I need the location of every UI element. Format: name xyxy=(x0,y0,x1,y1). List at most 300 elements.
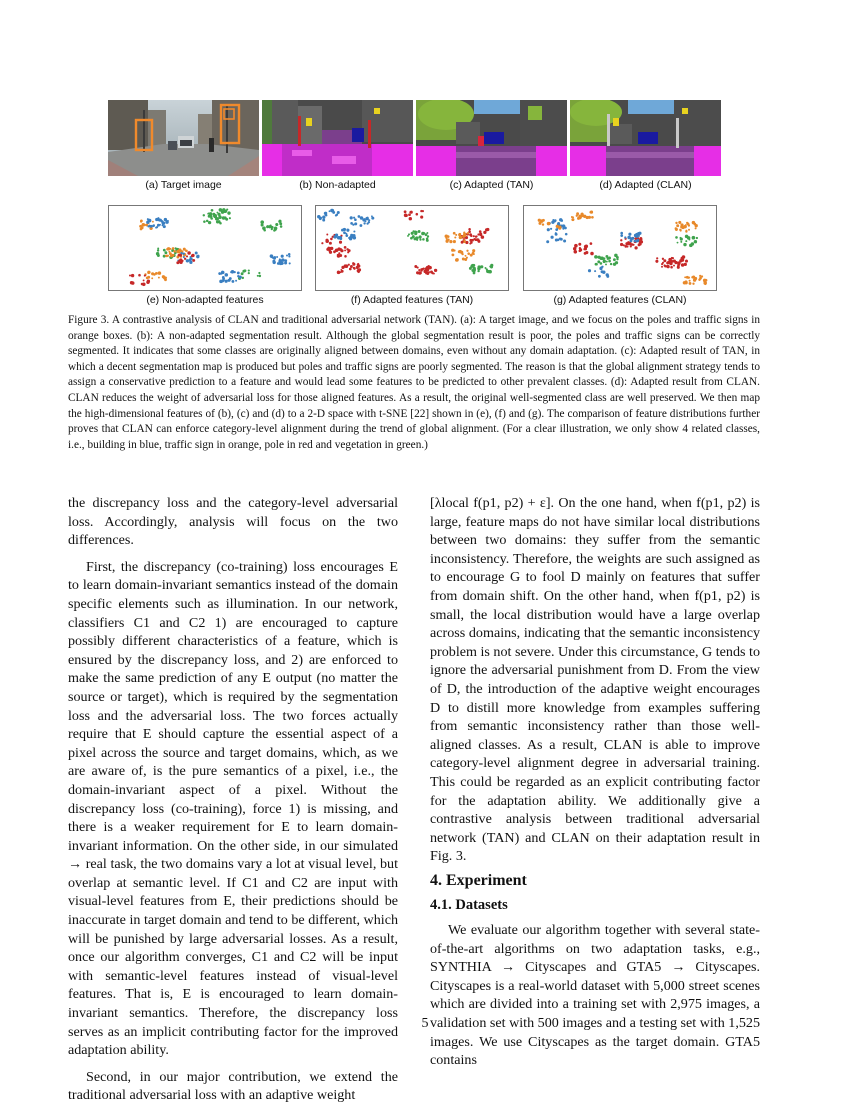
tsne-point xyxy=(672,257,674,259)
tsne-point xyxy=(581,213,584,216)
tsne-point xyxy=(271,255,274,258)
tsne-point xyxy=(367,217,369,219)
tsne-point xyxy=(333,250,336,253)
tsne-point xyxy=(632,244,634,246)
tsne-point xyxy=(363,218,366,221)
tsne-point xyxy=(466,257,468,259)
tsne-point xyxy=(410,237,413,240)
tsne-point xyxy=(184,258,186,260)
tsne-point xyxy=(678,221,681,224)
tsne-point xyxy=(616,258,618,260)
tsne-point xyxy=(261,223,264,226)
tsne-point xyxy=(242,277,244,279)
tsne-point xyxy=(329,210,331,212)
tsne-point xyxy=(469,233,472,236)
tsne-point xyxy=(542,219,545,222)
tsne-point xyxy=(357,263,359,265)
tsne-point xyxy=(606,261,608,263)
tsne-point xyxy=(571,218,574,221)
tsne-point xyxy=(473,238,475,240)
target-image xyxy=(108,100,259,176)
tsne-point xyxy=(675,236,678,239)
tsne-non-adapted xyxy=(108,205,302,291)
tsne-plot-e xyxy=(109,206,300,289)
tsne-point xyxy=(559,218,562,221)
tsne-point xyxy=(661,266,663,268)
tsne-point xyxy=(208,215,211,218)
tsne-point xyxy=(680,238,683,241)
tsne-point xyxy=(699,275,701,277)
tsne-point xyxy=(181,260,183,262)
tsne-point xyxy=(422,210,424,212)
tsne-point xyxy=(164,278,167,281)
tsne-point xyxy=(276,256,278,258)
tsne-point xyxy=(167,220,169,222)
tsne-point xyxy=(163,249,166,252)
tsne-point xyxy=(553,220,556,223)
tsne-point xyxy=(353,267,355,269)
tsne-point xyxy=(224,210,227,213)
tsne-point xyxy=(167,255,169,257)
tsne-point xyxy=(130,281,133,284)
tsne-point xyxy=(131,274,134,277)
tsne-point xyxy=(578,243,581,246)
tsne-point xyxy=(345,234,348,237)
tsne-point xyxy=(421,268,424,271)
tsne-point xyxy=(248,272,250,274)
tsne-point xyxy=(220,272,222,274)
label-non-adapted: (b) Non-adapted xyxy=(299,179,376,191)
tsne-point xyxy=(434,269,437,272)
tsne-point xyxy=(664,264,666,266)
tsne-point xyxy=(337,271,340,274)
tsne-point xyxy=(685,230,687,232)
tsne-point xyxy=(350,238,352,240)
tsne-point xyxy=(211,209,214,212)
tsne-point xyxy=(227,211,230,214)
tsne-point xyxy=(682,226,685,229)
tsne-point xyxy=(352,262,354,264)
tsne-point xyxy=(224,216,227,219)
tsne-point xyxy=(152,221,154,223)
tsne-point xyxy=(677,266,680,269)
tsne-point xyxy=(684,263,687,266)
tsne-point xyxy=(237,275,239,277)
tsne-point xyxy=(628,233,631,236)
tsne-point xyxy=(614,254,618,258)
tsne-point xyxy=(695,227,697,229)
tsne-point xyxy=(546,240,549,243)
figure-caption xyxy=(68,313,760,453)
tsne-point xyxy=(459,236,463,240)
tsne-point xyxy=(699,277,702,280)
tsne-point xyxy=(431,272,433,274)
tsne-point xyxy=(473,235,475,237)
tsne-point xyxy=(206,220,209,223)
tsne-point xyxy=(454,236,456,238)
tsne-point xyxy=(590,211,593,214)
label-non-adapted-features: (e) Non-adapted features xyxy=(146,294,264,306)
tsne-point xyxy=(682,255,686,259)
tsne-point xyxy=(608,260,611,263)
tsne-plot-g xyxy=(524,206,715,289)
tsne-point xyxy=(157,254,160,257)
section-heading: 4. Experiment xyxy=(430,871,527,889)
tsne-point xyxy=(463,241,465,243)
tsne-point xyxy=(231,270,235,274)
tsne-point xyxy=(625,242,628,245)
tsne-point xyxy=(280,225,283,228)
non-adapted-segmentation xyxy=(262,100,413,176)
tsne-point xyxy=(676,224,679,227)
tsne-point xyxy=(409,217,412,220)
tsne-point xyxy=(141,226,144,229)
tsne-point xyxy=(630,245,632,247)
tsne-point xyxy=(248,270,250,272)
tsne-point xyxy=(599,257,602,260)
tsne-point xyxy=(574,250,578,254)
figure-row-images xyxy=(108,100,721,176)
tsne-point xyxy=(490,265,493,268)
tsne-point xyxy=(289,262,291,264)
tsne-point xyxy=(258,272,260,274)
tsne-point xyxy=(346,229,349,232)
tsne-point xyxy=(478,240,481,243)
tsne-point xyxy=(486,228,489,231)
tsne-point xyxy=(606,275,609,278)
tsne-point xyxy=(340,248,343,251)
tsne-point xyxy=(571,216,573,218)
tsne-point xyxy=(463,232,465,234)
tsne-point xyxy=(219,208,223,212)
tsne-point xyxy=(556,225,559,228)
tsne-point xyxy=(222,276,225,279)
tsne-point xyxy=(615,261,618,264)
tsne-point xyxy=(486,268,488,270)
tsne-point xyxy=(183,253,185,255)
tsne-point xyxy=(158,271,162,275)
tsne-point xyxy=(414,265,417,268)
tsne-point xyxy=(585,245,589,249)
tsne-point xyxy=(281,255,284,258)
tsne-point xyxy=(591,216,594,219)
tsne-point xyxy=(195,252,198,255)
tsne-point xyxy=(576,212,579,215)
tsne-point xyxy=(467,252,470,255)
tsne-point xyxy=(610,263,612,265)
tsne-point xyxy=(409,211,411,213)
tsne-point xyxy=(279,262,282,265)
tsne-point xyxy=(235,280,237,282)
tsne-point xyxy=(685,260,688,263)
tsne-adapted-clan xyxy=(523,205,717,291)
tsne-point xyxy=(677,261,681,265)
tsne-point xyxy=(600,262,603,265)
tsne-point xyxy=(151,272,154,275)
tsne-point xyxy=(675,261,678,264)
tsne-point xyxy=(667,265,670,268)
tsne-point xyxy=(325,239,328,242)
tsne-point xyxy=(171,250,173,252)
tsne-point xyxy=(630,239,633,242)
tsne-point xyxy=(427,272,429,274)
tsne-point xyxy=(216,212,218,214)
tsne-point xyxy=(418,230,421,233)
tsne-point xyxy=(462,258,465,261)
tsne-point xyxy=(547,222,551,226)
page-number: 5 xyxy=(421,1016,429,1031)
right-column xyxy=(430,494,760,1076)
tsne-point xyxy=(348,237,350,239)
tsne-point xyxy=(164,251,167,254)
tsne-point xyxy=(148,225,151,228)
tsne-point xyxy=(274,256,276,258)
tsne-point xyxy=(158,277,160,279)
tsne-point xyxy=(317,215,320,218)
tsne-point xyxy=(420,216,423,219)
tsne-point xyxy=(686,222,688,224)
tsne-point xyxy=(215,218,218,221)
tsne-point xyxy=(229,217,231,219)
paragraph: Second, in our major contribution, we extend the traditional adversarial loss with an adaptive weight xyxy=(68,1068,398,1104)
tsne-point xyxy=(620,239,622,241)
tsne-point xyxy=(680,241,682,243)
tsne-point xyxy=(349,268,352,271)
tsne-point xyxy=(466,250,468,252)
tsne-point xyxy=(237,271,240,274)
tsne-point xyxy=(551,236,554,239)
tsne-point xyxy=(227,279,230,282)
tsne-point xyxy=(260,220,264,224)
tsne-point xyxy=(584,247,587,250)
tsne-point xyxy=(573,247,576,250)
tsne-point xyxy=(447,236,449,238)
tsne-point xyxy=(605,255,608,258)
tsne-point xyxy=(451,249,454,252)
tsne-point xyxy=(189,259,192,262)
tsne-point xyxy=(225,280,228,283)
tsne-point xyxy=(477,270,479,272)
tsne-point xyxy=(185,249,188,252)
tsne-point xyxy=(288,255,290,257)
tsne-point xyxy=(620,243,623,246)
tsne-point xyxy=(483,231,486,234)
tsne-point xyxy=(324,212,327,215)
tsne-point xyxy=(166,248,169,251)
tsne-point xyxy=(354,222,357,225)
tsne-point xyxy=(344,255,347,258)
tsne-point xyxy=(225,273,229,277)
tsne-point xyxy=(415,236,419,240)
tsne-point xyxy=(586,216,589,219)
tsne-point xyxy=(337,211,340,214)
tsne-point xyxy=(704,283,706,285)
tsne-point xyxy=(461,241,464,244)
tsne-point xyxy=(203,220,206,223)
tsne-point xyxy=(446,237,448,239)
tsne-point xyxy=(464,234,467,237)
tsne-point xyxy=(422,238,425,241)
tsne-point xyxy=(208,213,210,215)
tsne-point xyxy=(635,233,638,236)
tsne-point xyxy=(691,276,693,278)
tsne-point xyxy=(340,237,343,240)
tsne-point xyxy=(449,240,452,243)
tsne-point xyxy=(262,227,265,230)
tsne-point xyxy=(330,247,333,250)
tsne-point xyxy=(565,233,568,236)
tsne-point xyxy=(580,249,582,251)
tsne-point xyxy=(627,246,629,248)
tsne-point xyxy=(169,248,171,250)
tsne-point xyxy=(142,223,146,227)
tsne-point xyxy=(353,230,355,232)
tsne-point xyxy=(685,224,687,226)
tsne-point xyxy=(151,277,153,279)
tsne-point xyxy=(603,260,606,263)
tsne-point xyxy=(547,228,550,231)
tsne-point xyxy=(129,274,131,276)
tsne-point xyxy=(143,279,145,281)
tsne-point xyxy=(470,266,472,268)
tsne-point xyxy=(559,238,561,240)
tsne-point xyxy=(231,280,234,283)
tsne-point xyxy=(693,223,696,226)
tsne-point xyxy=(203,214,205,216)
tsne-plot-f xyxy=(316,206,507,289)
tsne-point xyxy=(684,276,686,278)
tsne-point xyxy=(691,242,694,245)
tsne-point xyxy=(412,236,414,238)
tsne-point xyxy=(343,231,346,234)
tsne-point xyxy=(162,275,165,278)
tsne-point xyxy=(322,219,325,222)
tsne-point xyxy=(350,216,353,219)
tsne-point xyxy=(244,269,247,272)
tsne-point xyxy=(284,259,287,262)
tsne-adapted-tan xyxy=(315,205,509,291)
tsne-point xyxy=(183,256,185,258)
tsne-point xyxy=(343,228,346,231)
tsne-point xyxy=(563,239,566,242)
tsne-point xyxy=(472,249,475,252)
tsne-point xyxy=(412,230,414,232)
tsne-point xyxy=(638,235,640,237)
tsne-point xyxy=(453,240,456,243)
tsne-point xyxy=(266,225,269,228)
tsne-point xyxy=(147,276,150,279)
tsne-point xyxy=(416,213,419,216)
tsne-point xyxy=(555,232,557,234)
tsne-point xyxy=(472,252,475,255)
tsne-point xyxy=(427,235,429,237)
tsne-point xyxy=(634,246,637,249)
tsne-point xyxy=(594,255,598,259)
label-adapted-features-tan: (f) Adapted features (TAN) xyxy=(350,294,474,306)
tsne-point xyxy=(692,236,696,240)
tsne-point xyxy=(601,266,603,268)
tsne-point xyxy=(426,232,428,234)
tsne-point xyxy=(344,249,346,251)
tsne-point xyxy=(418,271,422,275)
tsne-point xyxy=(677,242,679,244)
tsne-point xyxy=(627,236,630,239)
tsne-point xyxy=(689,280,691,282)
tsne-point xyxy=(590,242,593,245)
adapted-clan-segmentation xyxy=(570,100,721,176)
tsne-point xyxy=(559,226,562,229)
tsne-point xyxy=(689,282,692,285)
tsne-point xyxy=(351,235,353,237)
tsne-point xyxy=(326,234,328,236)
tsne-point xyxy=(368,221,370,223)
tsne-point xyxy=(603,257,605,259)
tsne-point xyxy=(683,243,686,246)
tsne-point xyxy=(321,242,323,244)
tsne-point xyxy=(418,269,420,271)
tsne-point xyxy=(192,259,195,262)
tsne-point xyxy=(408,213,411,216)
tsne-point xyxy=(408,233,410,235)
tsne-point xyxy=(148,219,152,223)
tsne-point xyxy=(341,270,344,273)
tsne-point xyxy=(191,254,194,257)
tsne-point xyxy=(421,232,425,236)
tsne-point xyxy=(468,228,471,231)
tsne-point xyxy=(186,259,189,262)
tsne-point xyxy=(550,228,552,230)
tsne-point xyxy=(688,276,690,278)
tsne-point xyxy=(685,240,687,242)
label-adapted-features-clan: (g) Adapted features (CLAN) xyxy=(553,294,687,306)
tsne-point xyxy=(329,251,332,254)
tsne-point xyxy=(344,246,347,249)
tsne-point xyxy=(620,232,623,235)
tsne-point xyxy=(286,255,288,257)
tsne-point xyxy=(178,252,180,254)
tsne-point xyxy=(467,232,469,234)
paragraph: First, the discrepancy (co-training) loss encourages E to learn domain-invariant semantics instead of the domain specific elements such as illumination. In our network, classifiers C1 and C2 1) are encouraged to capture possibly different characteristics of a feature, which is ensured by the discrepancy loss, and 2) are enforced to make the same prediction of any E output (no matter the source or target), which is required by the segmentation loss and the adversarial loss. The two forces actually require that E should capture the essential aspect of a pixel across the source and target domains, which, as we are aware of, is the pure semantics of a pixel, i.e., the domain-invariant aspect of a pixel. Without the discrepancy loss (co-training), force 1) is missing, and there is a weaker requirement for E to learn domain-invariant information. On the other side, in our simulated → real task, the two domains vary a lot at visual level, but overlap at semantic level. If C1 and C2 are input with visual-level features from E, their predictions should be inaccurate in target domain and tend to be different, which will be punished by large adversarial losses. As a result, once our algorithm converges, C1 and C2 will be input with semantic-level features instead of visual-level features. That is, E is encouraged to learn domain-invariant semantics. Therefore, the discrepancy loss serves as an implicit contributing factor for the improved adaptation ability. xyxy=(68,558,398,1059)
tsne-point xyxy=(218,216,222,220)
tsne-point xyxy=(155,272,158,275)
tsne-point xyxy=(338,252,340,254)
tsne-point xyxy=(624,236,626,238)
tsne-point xyxy=(142,283,146,287)
tsne-point xyxy=(447,239,449,241)
tsne-point xyxy=(186,255,188,257)
tsne-point xyxy=(138,274,141,277)
tsne-point xyxy=(542,223,544,225)
tsne-point xyxy=(613,258,616,261)
label-adapted-clan: (d) Adapted (CLAN) xyxy=(599,179,692,191)
tsne-point xyxy=(598,275,601,278)
tsne-point xyxy=(455,258,459,262)
tsne-point xyxy=(580,216,582,218)
tsne-point xyxy=(465,255,467,257)
tsne-point xyxy=(404,210,407,213)
tsne-point xyxy=(172,247,175,250)
label-adapted-tan: (c) Adapted (TAN) xyxy=(449,179,534,191)
tsne-point xyxy=(350,265,353,268)
tsne-point xyxy=(144,275,146,277)
tsne-point xyxy=(359,224,362,227)
tsne-point xyxy=(197,255,200,258)
tsne-point xyxy=(353,217,355,219)
tsne-point xyxy=(157,249,159,251)
tsne-point xyxy=(692,283,694,285)
tsne-point xyxy=(271,228,273,230)
tsne-point xyxy=(428,266,432,270)
